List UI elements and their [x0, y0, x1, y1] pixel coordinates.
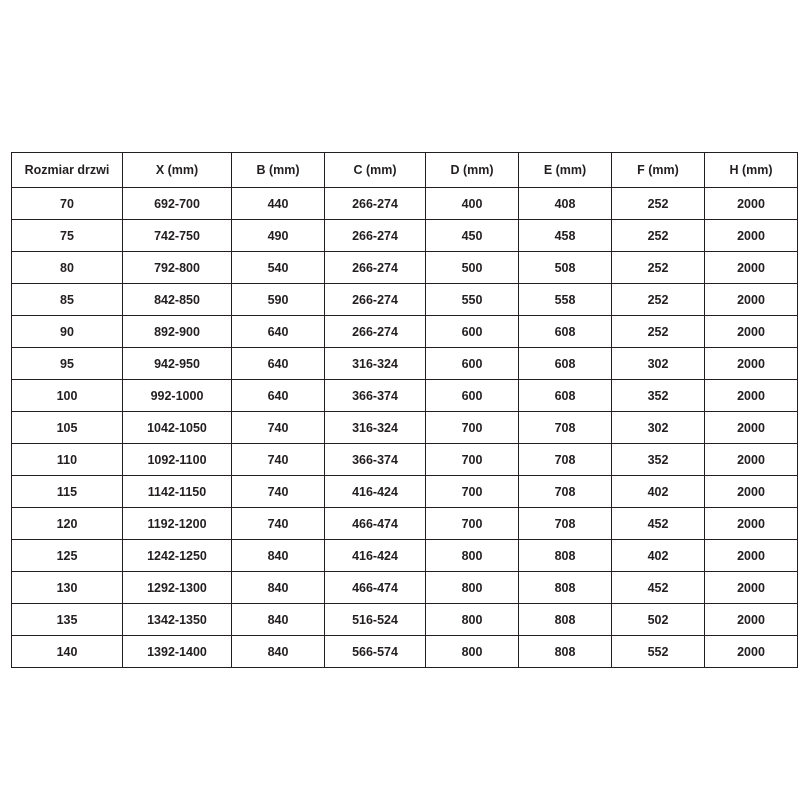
cell-b: 840: [232, 636, 325, 668]
cell-h: 2000: [705, 412, 798, 444]
cell-b: 640: [232, 348, 325, 380]
cell-d: 800: [426, 636, 519, 668]
cell-rozmiar-drzwi: 120: [12, 508, 123, 540]
cell-x: 692-700: [123, 188, 232, 220]
cell-x: 842-850: [123, 284, 232, 316]
cell-d: 700: [426, 444, 519, 476]
cell-h: 2000: [705, 220, 798, 252]
cell-rozmiar-drzwi: 100: [12, 380, 123, 412]
cell-rozmiar-drzwi: 135: [12, 604, 123, 636]
cell-c: 316-324: [325, 412, 426, 444]
cell-f: 502: [612, 604, 705, 636]
table-row: [12, 444, 798, 476]
column-header-f: F (mm): [612, 153, 705, 188]
cell-e: 808: [519, 540, 612, 572]
cell-h: 2000: [705, 476, 798, 508]
cell-x: 992-1000: [123, 380, 232, 412]
table-row: [12, 348, 798, 380]
cell-f: 252: [612, 252, 705, 284]
cell-rozmiar-drzwi: 115: [12, 476, 123, 508]
cell-x: 1142-1150: [123, 476, 232, 508]
cell-x: 1042-1050: [123, 412, 232, 444]
cell-e: 708: [519, 444, 612, 476]
cell-x: 1342-1350: [123, 604, 232, 636]
table-row: [12, 636, 798, 668]
cell-rozmiar-drzwi: 80: [12, 252, 123, 284]
cell-d: 600: [426, 316, 519, 348]
cell-b: 740: [232, 508, 325, 540]
cell-f: 352: [612, 380, 705, 412]
cell-c: 316-324: [325, 348, 426, 380]
cell-rozmiar-drzwi: 140: [12, 636, 123, 668]
cell-c: 366-374: [325, 444, 426, 476]
cell-f: 252: [612, 188, 705, 220]
cell-c: 516-524: [325, 604, 426, 636]
cell-c: 266-274: [325, 252, 426, 284]
cell-d: 450: [426, 220, 519, 252]
column-header-d: D (mm): [426, 153, 519, 188]
cell-f: 302: [612, 412, 705, 444]
cell-c: 466-474: [325, 572, 426, 604]
cell-f: 402: [612, 476, 705, 508]
table-row: [12, 476, 798, 508]
cell-h: 2000: [705, 444, 798, 476]
table-row: [12, 540, 798, 572]
table-row: [12, 252, 798, 284]
table-row: [12, 220, 798, 252]
cell-b: 740: [232, 444, 325, 476]
cell-e: 458: [519, 220, 612, 252]
cell-h: 2000: [705, 604, 798, 636]
table-row: [12, 284, 798, 316]
cell-f: 252: [612, 284, 705, 316]
cell-f: 352: [612, 444, 705, 476]
cell-f: 302: [612, 348, 705, 380]
cell-d: 800: [426, 604, 519, 636]
specification-table: [11, 152, 798, 668]
cell-c: 416-424: [325, 476, 426, 508]
cell-e: 708: [519, 412, 612, 444]
cell-e: 808: [519, 572, 612, 604]
cell-rozmiar-drzwi: 70: [12, 188, 123, 220]
cell-x: 892-900: [123, 316, 232, 348]
cell-d: 550: [426, 284, 519, 316]
cell-e: 808: [519, 604, 612, 636]
cell-x: 1292-1300: [123, 572, 232, 604]
cell-d: 500: [426, 252, 519, 284]
cell-b: 840: [232, 572, 325, 604]
column-header-b: B (mm): [232, 153, 325, 188]
cell-h: 2000: [705, 188, 798, 220]
specification-table-container: [11, 152, 789, 668]
column-header-x: X (mm): [123, 153, 232, 188]
table-row: [12, 316, 798, 348]
cell-c: 266-274: [325, 220, 426, 252]
cell-b: 740: [232, 412, 325, 444]
column-header-h: H (mm): [705, 153, 798, 188]
cell-f: 252: [612, 316, 705, 348]
cell-c: 266-274: [325, 316, 426, 348]
column-header-c: C (mm): [325, 153, 426, 188]
cell-e: 608: [519, 316, 612, 348]
cell-h: 2000: [705, 380, 798, 412]
cell-x: 792-800: [123, 252, 232, 284]
cell-h: 2000: [705, 540, 798, 572]
cell-b: 440: [232, 188, 325, 220]
cell-h: 2000: [705, 252, 798, 284]
cell-x: 1242-1250: [123, 540, 232, 572]
cell-b: 840: [232, 540, 325, 572]
cell-b: 540: [232, 252, 325, 284]
table-row: [12, 572, 798, 604]
cell-b: 640: [232, 316, 325, 348]
cell-c: 466-474: [325, 508, 426, 540]
cell-e: 408: [519, 188, 612, 220]
column-header-rozmiar-drzwi: Rozmiar drzwi: [12, 153, 123, 188]
cell-d: 700: [426, 508, 519, 540]
cell-e: 708: [519, 508, 612, 540]
cell-rozmiar-drzwi: 85: [12, 284, 123, 316]
cell-h: 2000: [705, 508, 798, 540]
cell-rozmiar-drzwi: 130: [12, 572, 123, 604]
cell-d: 700: [426, 412, 519, 444]
table-header: [12, 153, 798, 188]
cell-e: 608: [519, 348, 612, 380]
cell-d: 800: [426, 572, 519, 604]
table-row: [12, 508, 798, 540]
table-header-row: [12, 153, 798, 188]
cell-x: 1092-1100: [123, 444, 232, 476]
cell-f: 402: [612, 540, 705, 572]
cell-d: 600: [426, 380, 519, 412]
table-row: [12, 380, 798, 412]
cell-rozmiar-drzwi: 110: [12, 444, 123, 476]
cell-f: 552: [612, 636, 705, 668]
cell-f: 452: [612, 572, 705, 604]
column-header-e: E (mm): [519, 153, 612, 188]
cell-b: 740: [232, 476, 325, 508]
cell-c: 366-374: [325, 380, 426, 412]
cell-rozmiar-drzwi: 95: [12, 348, 123, 380]
table-row: [12, 188, 798, 220]
table-row: [12, 604, 798, 636]
cell-c: 566-574: [325, 636, 426, 668]
cell-d: 700: [426, 476, 519, 508]
cell-h: 2000: [705, 572, 798, 604]
cell-e: 708: [519, 476, 612, 508]
cell-f: 452: [612, 508, 705, 540]
cell-x: 742-750: [123, 220, 232, 252]
cell-h: 2000: [705, 284, 798, 316]
cell-rozmiar-drzwi: 75: [12, 220, 123, 252]
cell-d: 800: [426, 540, 519, 572]
cell-c: 416-424: [325, 540, 426, 572]
cell-e: 808: [519, 636, 612, 668]
cell-x: 1192-1200: [123, 508, 232, 540]
cell-b: 640: [232, 380, 325, 412]
table-row: [12, 412, 798, 444]
table-body: [12, 188, 798, 668]
cell-b: 490: [232, 220, 325, 252]
cell-c: 266-274: [325, 188, 426, 220]
cell-h: 2000: [705, 316, 798, 348]
cell-c: 266-274: [325, 284, 426, 316]
cell-rozmiar-drzwi: 105: [12, 412, 123, 444]
cell-h: 2000: [705, 636, 798, 668]
cell-b: 590: [232, 284, 325, 316]
cell-e: 558: [519, 284, 612, 316]
cell-rozmiar-drzwi: 125: [12, 540, 123, 572]
cell-b: 840: [232, 604, 325, 636]
cell-d: 600: [426, 348, 519, 380]
cell-d: 400: [426, 188, 519, 220]
cell-e: 608: [519, 380, 612, 412]
cell-f: 252: [612, 220, 705, 252]
cell-rozmiar-drzwi: 90: [12, 316, 123, 348]
cell-e: 508: [519, 252, 612, 284]
cell-x: 942-950: [123, 348, 232, 380]
cell-x: 1392-1400: [123, 636, 232, 668]
cell-h: 2000: [705, 348, 798, 380]
